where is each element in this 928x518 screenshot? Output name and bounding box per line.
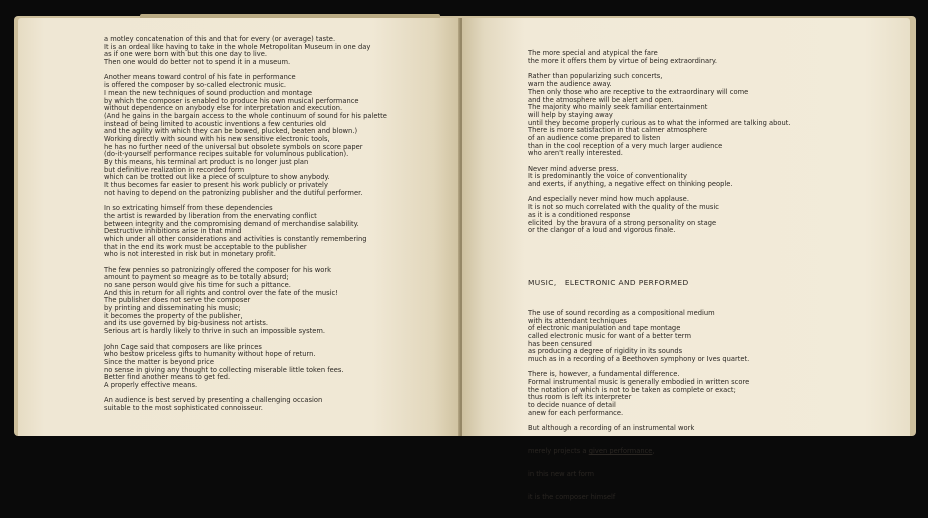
text-line: elicited by the bravura of a strong personality on stage xyxy=(528,218,717,227)
text-line: John Cage said that composers are like princes xyxy=(104,342,262,351)
text-line: Formal instrumental music is generally embodied in written score xyxy=(528,378,750,386)
right-page xyxy=(462,18,910,502)
text-line: or the clangor of a loud and vigorous finale. xyxy=(528,226,676,235)
text-line: instead of being limited to acoustic inventions a few centuries old xyxy=(104,119,326,128)
text-line: who is not interested in risk but in monetary profit. xyxy=(104,250,276,259)
left-page-text xyxy=(104,36,464,413)
text-line: anew for each performance. xyxy=(528,408,624,417)
text-line: in this new art form xyxy=(528,470,595,479)
text-line: It thus becomes far easier to present his work publicly or privately xyxy=(104,181,328,190)
text-line: I mean the new techniques of sound production and montage xyxy=(104,88,312,97)
text-line: Rather than popularizing such concerts, xyxy=(528,72,663,81)
text-line: no sense in giving any thought to collecting miserable little token fees. xyxy=(104,365,344,374)
text-line: no sane person would give his time for such a pittance. xyxy=(104,281,291,289)
text-line: as producing a degree of rigidity in its sounds xyxy=(528,347,683,356)
text-line: and exerts, if anything, a negative effect on thinking people. xyxy=(528,180,733,189)
text-line: the artist is rewarded by liberation from the enervating conflict xyxy=(104,211,317,220)
text-line: The use of sound recording as a compositional medium xyxy=(528,308,715,317)
text-line: and the atmosphere will be alert and open. xyxy=(528,95,674,104)
text-line: (do-it-yourself performance recipes suitable for voluminous publication). xyxy=(104,150,349,159)
text-line: of an audience come prepared to listen xyxy=(528,133,661,142)
text-line: who aren't really interested. xyxy=(528,149,623,158)
text-line: thus room is left its interpreter xyxy=(528,393,632,402)
text-line: is offered the composer by so-called electronic music. xyxy=(104,81,287,90)
text-line: Another means toward control of his fate in performance xyxy=(104,73,296,82)
text-line: to decide nuance of detail xyxy=(528,401,616,410)
text-line: by which the composer is enabled to produce his own musical performance xyxy=(104,96,359,105)
text-line: And this in return for all rights and control over the fate of the music! xyxy=(104,288,338,297)
text-line: But although a recording of an instrumental work xyxy=(528,424,695,433)
text-line: has been censured xyxy=(528,339,592,348)
text-line: not having to depend on the patronizing publisher and the dutiful performer. xyxy=(104,188,363,197)
text-line: The few pennies so patronizingly offered the composer for his work xyxy=(104,265,332,274)
text-line: that in the end its work must be acceptable to the publisher xyxy=(104,242,307,251)
text-line: a motley concatenation of this and that for every (or average) taste. xyxy=(104,35,336,43)
left-page xyxy=(18,18,460,436)
text-line: much as in a recording of a Beethoven symphony or Ives quartet. xyxy=(528,354,750,363)
text-line: It is predominantly the voice of conventionality xyxy=(528,172,687,181)
text-line: warn the audience away. xyxy=(528,80,612,89)
text-line: called electronic music for want of a better term xyxy=(528,331,691,340)
text-line: it is the composer himself xyxy=(528,493,616,502)
text-line: and the agility with which they can be bowed, plucked, beaten and blown.) xyxy=(104,127,358,136)
text-line: which under all other considerations and activities is constantly remembering xyxy=(104,234,367,243)
text-line: it becomes the property of the publisher, xyxy=(104,311,243,320)
text-line: Working directly with sound with his new sensitive electronic tools, xyxy=(104,134,330,143)
text-line: In so extricating himself from these dependencies xyxy=(104,204,273,213)
text-line: Then one would do better not to spend it in a museum. xyxy=(104,58,291,67)
text-line: The more special and atypical the fare xyxy=(528,49,658,58)
text-line: the notation of which is not to be taken as complete or exact; xyxy=(528,385,736,394)
text-line: Destructive inhibitions arise in that mind xyxy=(104,227,242,236)
text-line: suitable to the most sophisticated connoisseur. xyxy=(104,404,263,412)
text-line: as it is a conditioned response xyxy=(528,210,631,219)
text-line: as if one were born with but this one day to live. xyxy=(104,50,267,59)
text-line: The majority who mainly seek familiar entertainment xyxy=(528,103,708,112)
text-line: It is not so much correlated with the quality of the music xyxy=(528,203,719,212)
text-line: There is, however, a fundamental difference. xyxy=(528,370,680,379)
text-line: between integrity and the compromising demand of merchandise salability. xyxy=(104,219,359,228)
text-line: There is more satisfaction in that calmer atmosphere xyxy=(528,126,708,135)
text-line: until they become properly curious as to what the informed are talking about. xyxy=(528,118,791,127)
text-line: Serious art is hardly likely to thrive in such an impossible system. xyxy=(104,327,326,336)
text-line: of electronic manipulation and tape montage xyxy=(528,324,681,333)
text-line: than in the cool reception of a very much larger audience xyxy=(528,141,723,150)
underlined-phrase: given performance xyxy=(588,447,653,456)
text-line: By this means, his terminal art product is no longer just plan xyxy=(104,158,309,166)
right-text-block-1 xyxy=(528,50,898,235)
text-line: who bestow priceless gifts to humanity without hope of return. xyxy=(104,350,316,359)
text-line: he has no further need of the universal but obsolete symbols on score paper xyxy=(104,142,363,151)
section-heading: MUSIC, ELECTRONIC AND PERFORMED xyxy=(528,278,689,288)
text-line: Since the matter is beyond price xyxy=(104,357,214,366)
right-page-text xyxy=(528,35,898,518)
text-line: and its use governed by big-business not artists. xyxy=(104,319,268,328)
text-line: A properly effective means. xyxy=(104,380,198,389)
text-line: The publisher does not serve the composer xyxy=(104,296,251,305)
text-line: which can be trotted out like a piece of sculpture to show anybody. xyxy=(104,173,330,182)
text-line: amount to payment so meagre as to be totally absurd; xyxy=(104,273,289,282)
text-line: It is an ordeal like having to take in the whole Metropolitan Museum in one day xyxy=(104,42,371,51)
text-line: An audience is best served by presenting a challenging occasion xyxy=(104,396,323,405)
text-line: will help by staying away xyxy=(528,110,613,119)
text-line: Then only those who are receptive to the extraordinary will come xyxy=(528,87,749,96)
text-line: with its attendant techniques xyxy=(528,316,627,325)
right-text-block-2 xyxy=(528,310,898,433)
text-line: but definitive realization in recorded form xyxy=(104,165,245,174)
text-line: by printing and disseminating his music; xyxy=(104,304,241,313)
text-line: Better find another means to get fed. xyxy=(104,373,231,382)
text-line: And especially never mind how much applause. xyxy=(528,195,689,204)
text-line: without dependence on anybody else for interpretation and execution. xyxy=(104,104,343,113)
text-line: merely projects a given performance, xyxy=(528,447,655,456)
text-line: Never mind adverse press. xyxy=(528,164,619,173)
text-line: the more it offers them by virtue of being extraordinary. xyxy=(528,57,718,66)
text-line: (And he gains in the bargain access to the whole continuum of sound for his palette xyxy=(104,111,387,120)
